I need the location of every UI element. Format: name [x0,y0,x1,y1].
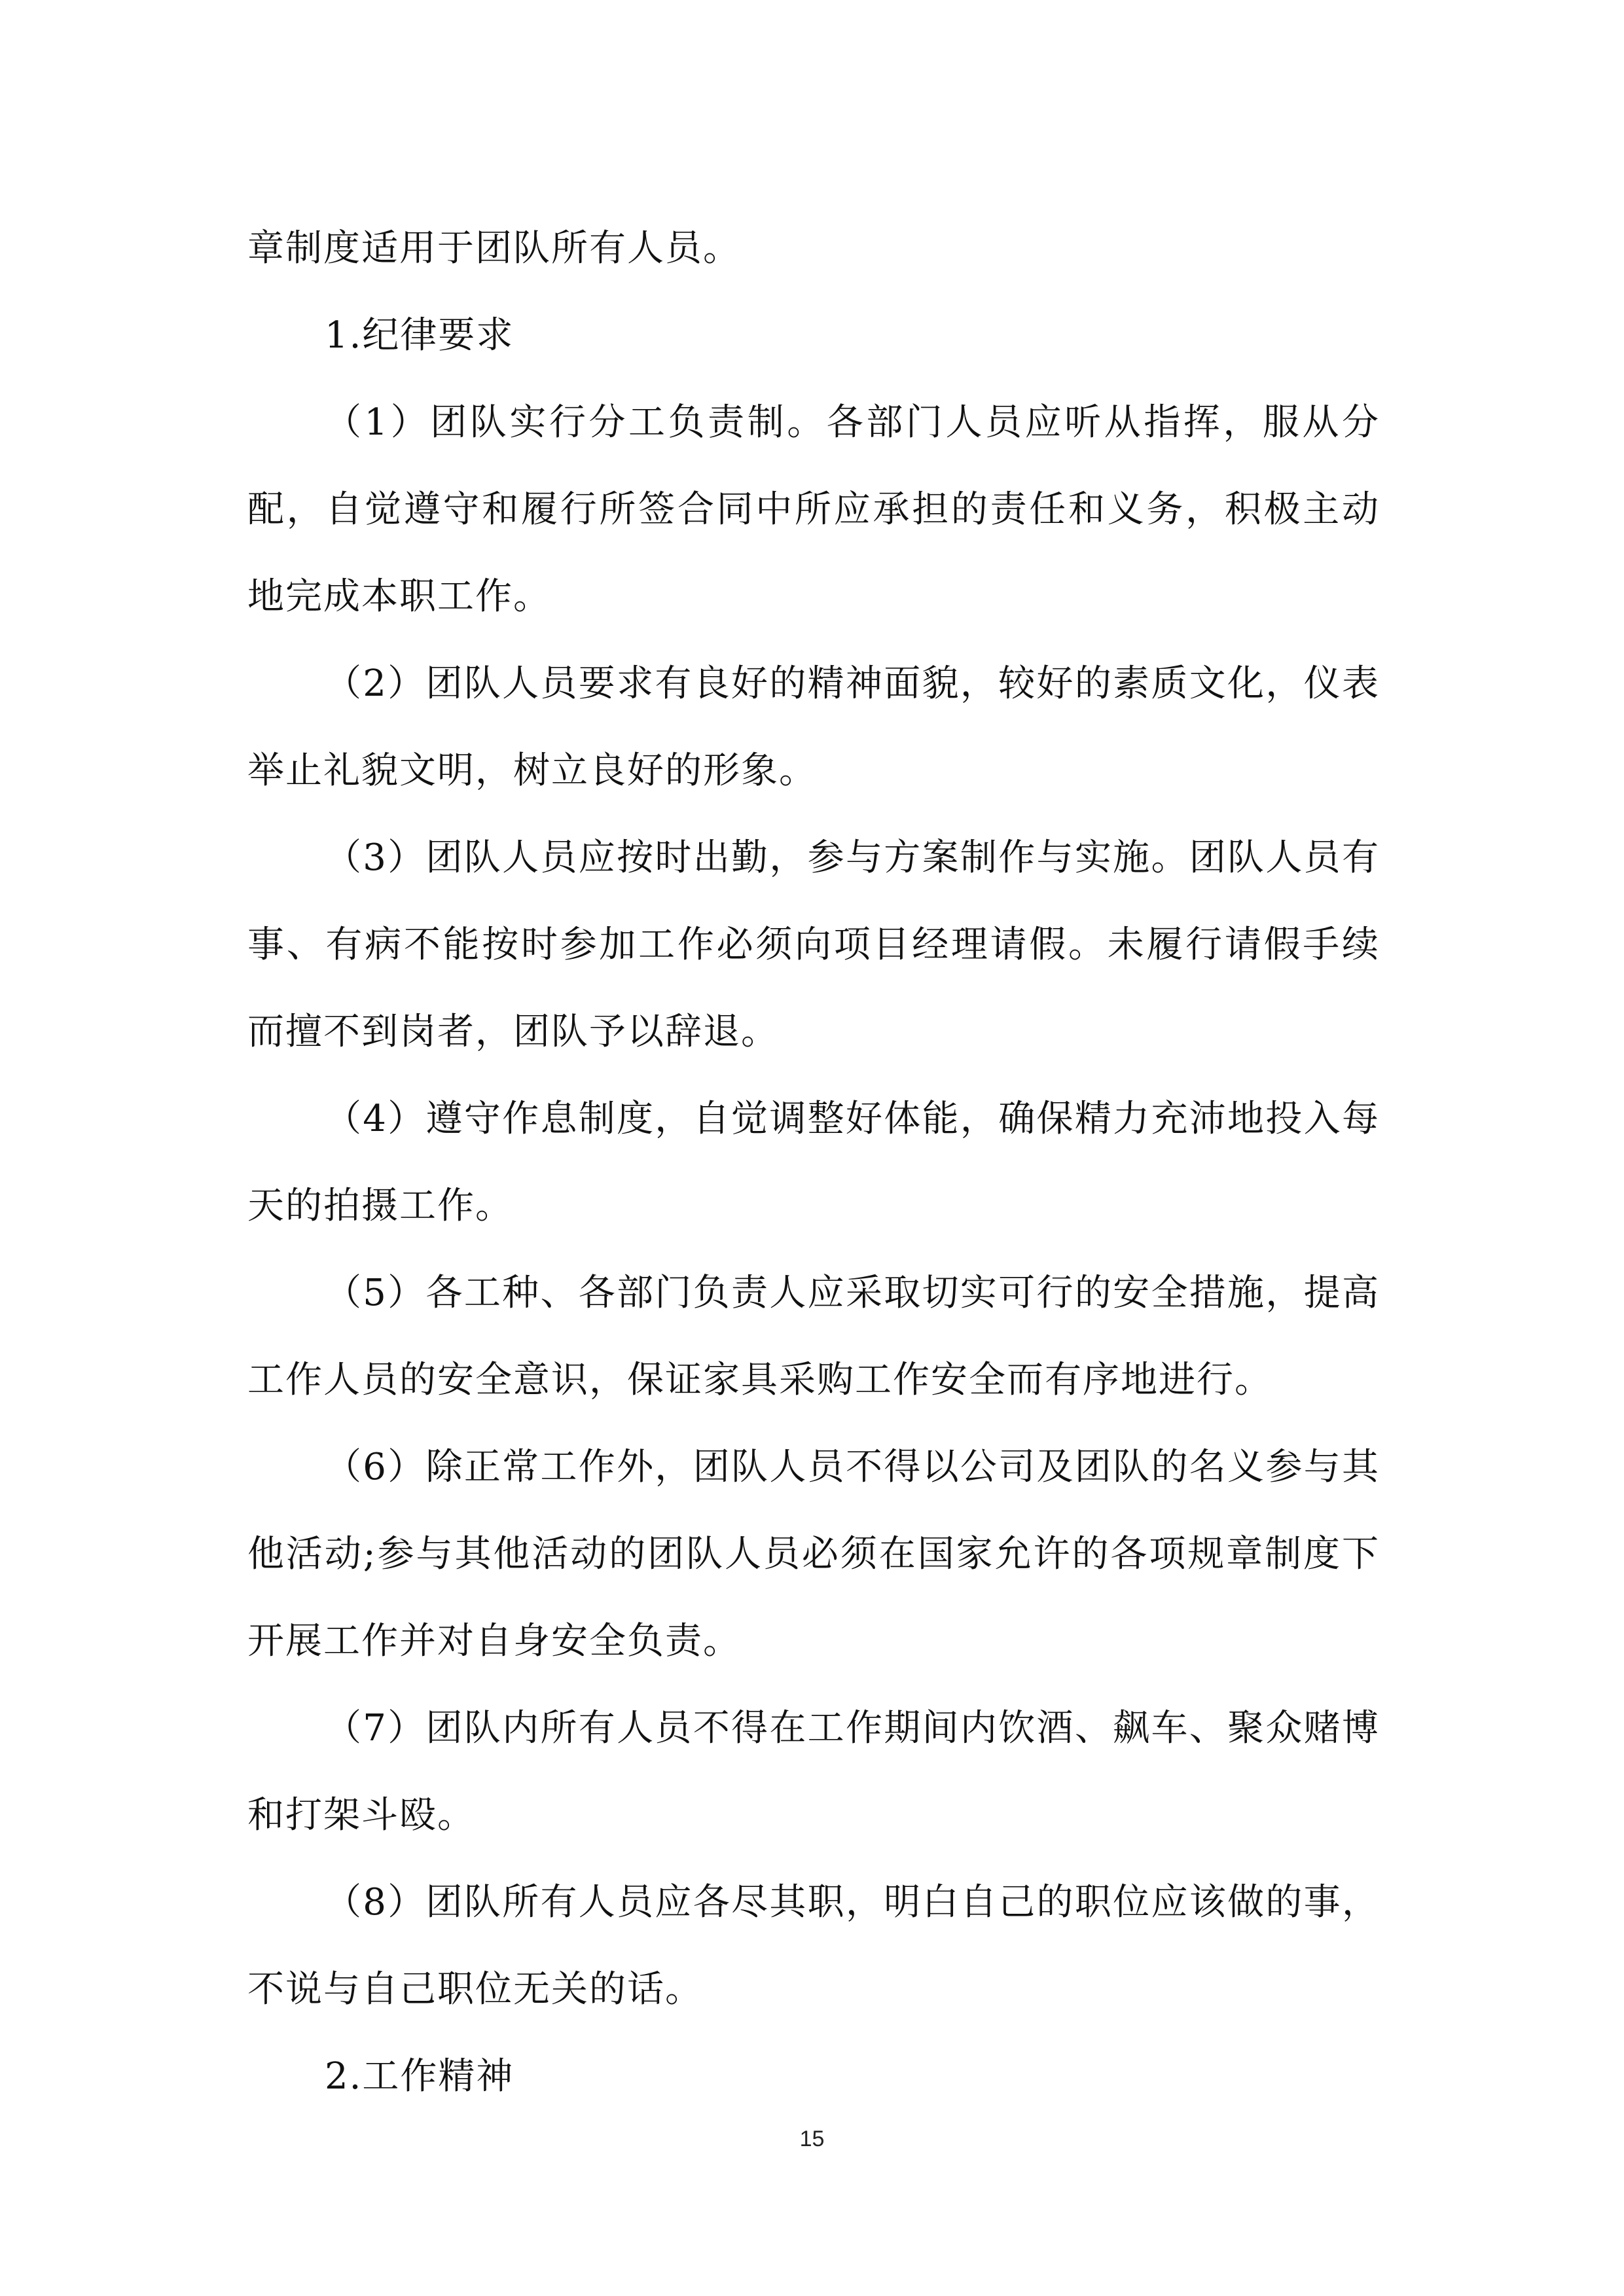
rule-item-3: （3）团队人员应按时出勤，参与方案制作与实施。团队人员有事、有病不能按时参加工作必须向项目经理请假。未履行请假手续而擅不到岗者，团队予以辞退。 [247,836,1380,1053]
page-number: 15 [799,2126,825,2151]
rule-item-6: （6）除正常工作外，团队人员不得以公司及团队的名义参与其他活动;参与其他活动的团队人员必须在国家允许的各项规章制度下开展工作并对自身安全负责。 [247,1446,1380,1662]
rule-item-4: （4）遵守作息制度，自觉调整好体能，确保精力充沛地投入每天的拍摄工作。 [247,1098,1380,1227]
paragraph-continuation: 章制度适用于团队所有人员。 [247,227,741,270]
rule-item-7: （7）团队内所有人员不得在工作期间内饮酒、飙车、聚众赌博和打架斗殴。 [247,1707,1380,1837]
section-heading-work-spirit: 2.工作精神 [325,2055,514,2098]
document-body [247,205,1380,2120]
section-heading-discipline: 1.纪律要求 [325,314,514,357]
rule-item-8: （8）团队所有人员应各尽其职，明白自己的职位应该做的事，不说与自己职位无关的话。 [247,1881,1380,2011]
rule-item-1: （1）团队实行分工负责制。各部门人员应听从指挥，服从分配，自觉遵守和履行所签合同中所应承担的责任和义务，积极主动地完成本职工作。 [247,401,1380,618]
rule-item-2: （2）团队人员要求有良好的精神面貌，较好的素质文化，仪表举止礼貌文明，树立良好的形象。 [247,662,1380,792]
rule-item-5: （5）各工种、各部门负责人应采取切实可行的安全措施，提高工作人员的安全意识，保证家具采购工作安全而有序地进行。 [247,1272,1380,1401]
